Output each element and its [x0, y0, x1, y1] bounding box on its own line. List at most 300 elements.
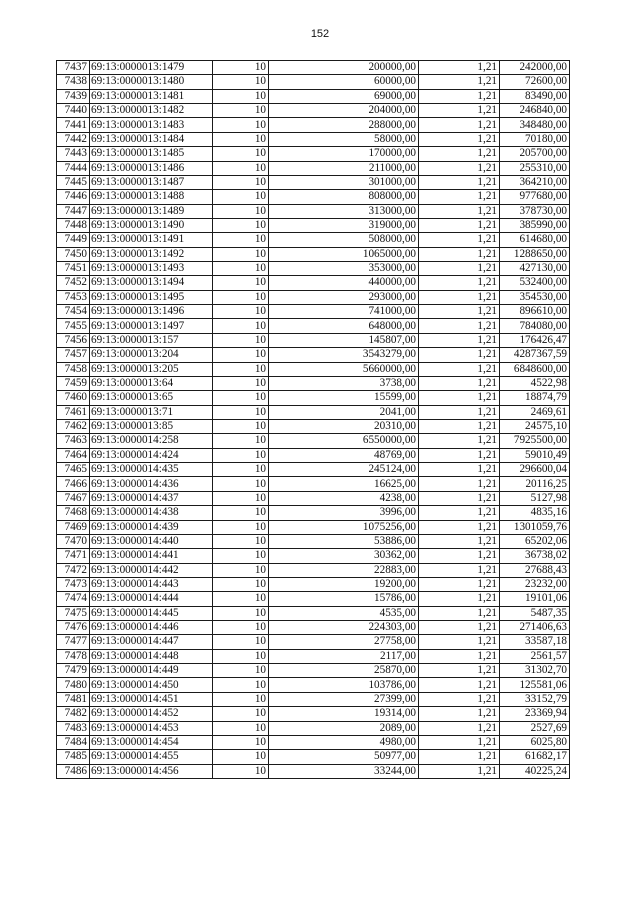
row-number-cell: 7441: [57, 118, 90, 132]
table-row: [57, 678, 570, 692]
cadastral-number-cell: 69:13:0000013:1495: [90, 290, 213, 304]
cost-cell: 20310,00: [269, 419, 419, 433]
coefficient-cell: 1,21: [419, 664, 500, 678]
coefficient-cell: 1,21: [419, 391, 500, 405]
table-row: [57, 75, 570, 89]
cadastral-number-cell: 69:13:0000014:435: [90, 463, 213, 477]
table-row: [57, 104, 570, 118]
table-row: [57, 649, 570, 663]
cost-cell: 3738,00: [269, 376, 419, 390]
total-cell: 977680,00: [500, 190, 570, 204]
table-row: [57, 592, 570, 606]
row-number-cell: 7461: [57, 405, 90, 419]
cadastral-number-cell: 69:13:0000013:1490: [90, 218, 213, 232]
row-number-cell: 7443: [57, 147, 90, 161]
coefficient-cell: 1,21: [419, 491, 500, 505]
total-cell: 33152,79: [500, 692, 570, 706]
coefficient-cell: 1,21: [419, 319, 500, 333]
coefficient-cell: 1,21: [419, 290, 500, 304]
total-cell: 614680,00: [500, 233, 570, 247]
cadastral-number-cell: 69:13:0000014:443: [90, 577, 213, 591]
coefficient-cell: 1,21: [419, 218, 500, 232]
table-row: [57, 262, 570, 276]
total-cell: 296600,04: [500, 463, 570, 477]
row-number-cell: 7485: [57, 750, 90, 764]
coefficient-cell: 1,21: [419, 621, 500, 635]
row-number-cell: 7460: [57, 391, 90, 405]
table-row: [57, 577, 570, 591]
table-row: [57, 419, 570, 433]
table-row: [57, 132, 570, 146]
quantity-cell: 10: [213, 549, 269, 563]
coefficient-cell: 1,21: [419, 419, 500, 433]
cadastral-number-cell: 69:13:0000014:442: [90, 563, 213, 577]
row-number-cell: 7439: [57, 89, 90, 103]
coefficient-cell: 1,21: [419, 190, 500, 204]
table-row: [57, 61, 570, 75]
row-number-cell: 7453: [57, 290, 90, 304]
cadastral-number-cell: 69:13:0000014:456: [90, 764, 213, 778]
row-number-cell: 7466: [57, 477, 90, 491]
quantity-cell: 10: [213, 419, 269, 433]
coefficient-cell: 1,21: [419, 305, 500, 319]
total-cell: 271406,63: [500, 621, 570, 635]
cadastral-number-cell: 69:13:0000013:65: [90, 391, 213, 405]
coefficient-cell: 1,21: [419, 463, 500, 477]
row-number-cell: 7476: [57, 621, 90, 635]
quantity-cell: 10: [213, 333, 269, 347]
row-number-cell: 7456: [57, 333, 90, 347]
coefficient-cell: 1,21: [419, 362, 500, 376]
cost-cell: 200000,00: [269, 61, 419, 75]
cadastral-number-cell: 69:13:0000013:205: [90, 362, 213, 376]
total-cell: 31302,70: [500, 664, 570, 678]
cost-cell: 301000,00: [269, 175, 419, 189]
table-row: [57, 247, 570, 261]
quantity-cell: 10: [213, 89, 269, 103]
total-cell: 6848600,00: [500, 362, 570, 376]
cost-cell: 440000,00: [269, 276, 419, 290]
quantity-cell: 10: [213, 175, 269, 189]
total-cell: 33587,18: [500, 635, 570, 649]
table-row: [57, 448, 570, 462]
quantity-cell: 10: [213, 750, 269, 764]
quantity-cell: 10: [213, 362, 269, 376]
total-cell: 72600,00: [500, 75, 570, 89]
quantity-cell: 10: [213, 161, 269, 175]
total-cell: 2561,57: [500, 649, 570, 663]
table-row: [57, 190, 570, 204]
cadastral-number-cell: 69:13:0000013:204: [90, 348, 213, 362]
coefficient-cell: 1,21: [419, 649, 500, 663]
coefficient-cell: 1,21: [419, 276, 500, 290]
table-row: [57, 664, 570, 678]
quantity-cell: 10: [213, 563, 269, 577]
coefficient-cell: 1,21: [419, 434, 500, 448]
quantity-cell: 10: [213, 635, 269, 649]
quantity-cell: 10: [213, 376, 269, 390]
cost-cell: 19314,00: [269, 707, 419, 721]
quantity-cell: 10: [213, 506, 269, 520]
total-cell: 2469,61: [500, 405, 570, 419]
row-number-cell: 7464: [57, 448, 90, 462]
cadastral-number-cell: 69:13:0000013:1486: [90, 161, 213, 175]
cadastral-number-cell: 69:13:0000014:441: [90, 549, 213, 563]
table-row: [57, 405, 570, 419]
cost-cell: 293000,00: [269, 290, 419, 304]
cadastral-number-cell: 69:13:0000014:258: [90, 434, 213, 448]
cost-cell: 2041,00: [269, 405, 419, 419]
cadastral-number-cell: 69:13:0000014:454: [90, 735, 213, 749]
cost-cell: 3543279,00: [269, 348, 419, 362]
cost-cell: 16625,00: [269, 477, 419, 491]
cadastral-number-cell: 69:13:0000014:446: [90, 621, 213, 635]
cadastral-number-cell: 69:13:0000013:1489: [90, 204, 213, 218]
table-row: [57, 434, 570, 448]
cadastral-number-cell: 69:13:0000014:453: [90, 721, 213, 735]
quantity-cell: 10: [213, 405, 269, 419]
row-number-cell: 7475: [57, 606, 90, 620]
cadastral-number-cell: 69:13:0000013:1483: [90, 118, 213, 132]
table-row: [57, 362, 570, 376]
total-cell: 784080,00: [500, 319, 570, 333]
cost-cell: 30362,00: [269, 549, 419, 563]
quantity-cell: 10: [213, 276, 269, 290]
quantity-cell: 10: [213, 348, 269, 362]
cost-cell: 288000,00: [269, 118, 419, 132]
cadastral-number-cell: 69:13:0000013:1497: [90, 319, 213, 333]
cost-cell: 27758,00: [269, 635, 419, 649]
table-row: [57, 549, 570, 563]
cost-cell: 170000,00: [269, 147, 419, 161]
cadastral-number-cell: 69:13:0000014:438: [90, 506, 213, 520]
cost-cell: 27399,00: [269, 692, 419, 706]
cadastral-number-cell: 69:13:0000013:85: [90, 419, 213, 433]
cost-cell: 145807,00: [269, 333, 419, 347]
coefficient-cell: 1,21: [419, 333, 500, 347]
cost-cell: 1075256,00: [269, 520, 419, 534]
quantity-cell: 10: [213, 305, 269, 319]
coefficient-cell: 1,21: [419, 247, 500, 261]
cost-cell: 2117,00: [269, 649, 419, 663]
total-cell: 4835,16: [500, 506, 570, 520]
coefficient-cell: 1,21: [419, 635, 500, 649]
row-number-cell: 7474: [57, 592, 90, 606]
cost-cell: 808000,00: [269, 190, 419, 204]
row-number-cell: 7446: [57, 190, 90, 204]
row-number-cell: 7484: [57, 735, 90, 749]
cost-cell: 15599,00: [269, 391, 419, 405]
quantity-cell: 10: [213, 319, 269, 333]
total-cell: 65202,06: [500, 534, 570, 548]
row-number-cell: 7450: [57, 247, 90, 261]
coefficient-cell: 1,21: [419, 735, 500, 749]
cost-cell: 319000,00: [269, 218, 419, 232]
cadastral-number-cell: 69:13:0000013:1488: [90, 190, 213, 204]
coefficient-cell: 1,21: [419, 118, 500, 132]
total-cell: 255310,00: [500, 161, 570, 175]
total-cell: 1301059,76: [500, 520, 570, 534]
cost-cell: 313000,00: [269, 204, 419, 218]
total-cell: 348480,00: [500, 118, 570, 132]
total-cell: 7925500,00: [500, 434, 570, 448]
table-row: [57, 606, 570, 620]
row-number-cell: 7447: [57, 204, 90, 218]
cost-cell: 741000,00: [269, 305, 419, 319]
cadastral-number-cell: 69:13:0000014:448: [90, 649, 213, 663]
cost-cell: 648000,00: [269, 319, 419, 333]
cadastral-number-cell: 69:13:0000014:451: [90, 692, 213, 706]
row-number-cell: 7486: [57, 764, 90, 778]
quantity-cell: 10: [213, 190, 269, 204]
cadastral-number-cell: 69:13:0000013:1487: [90, 175, 213, 189]
table-row: [57, 290, 570, 304]
total-cell: 427130,00: [500, 262, 570, 276]
cadastral-number-cell: 69:13:0000014:449: [90, 664, 213, 678]
row-number-cell: 7483: [57, 721, 90, 735]
cadastral-number-cell: 69:13:0000013:1482: [90, 104, 213, 118]
total-cell: 20116,25: [500, 477, 570, 491]
row-number-cell: 7482: [57, 707, 90, 721]
coefficient-cell: 1,21: [419, 563, 500, 577]
total-cell: 176426,47: [500, 333, 570, 347]
cadastral-number-cell: 69:13:0000014:424: [90, 448, 213, 462]
coefficient-cell: 1,21: [419, 75, 500, 89]
cost-cell: 4535,00: [269, 606, 419, 620]
cost-cell: 15786,00: [269, 592, 419, 606]
coefficient-cell: 1,21: [419, 606, 500, 620]
coefficient-cell: 1,21: [419, 477, 500, 491]
total-cell: 385990,00: [500, 218, 570, 232]
total-cell: 364210,00: [500, 175, 570, 189]
cadastral-number-cell: 69:13:0000013:157: [90, 333, 213, 347]
quantity-cell: 10: [213, 233, 269, 247]
cadastral-number-cell: 69:13:0000013:1492: [90, 247, 213, 261]
cost-cell: 2089,00: [269, 721, 419, 735]
cadastral-number-cell: 69:13:0000013:1485: [90, 147, 213, 161]
row-number-cell: 7479: [57, 664, 90, 678]
cost-cell: 508000,00: [269, 233, 419, 247]
total-cell: 246840,00: [500, 104, 570, 118]
cadastral-number-cell: 69:13:0000013:1479: [90, 61, 213, 75]
cost-cell: 69000,00: [269, 89, 419, 103]
coefficient-cell: 1,21: [419, 750, 500, 764]
quantity-cell: 10: [213, 132, 269, 146]
quantity-cell: 10: [213, 577, 269, 591]
total-cell: 23369,94: [500, 707, 570, 721]
coefficient-cell: 1,21: [419, 592, 500, 606]
row-number-cell: 7477: [57, 635, 90, 649]
table-row: [57, 233, 570, 247]
coefficient-cell: 1,21: [419, 104, 500, 118]
table-row: [57, 563, 570, 577]
cadastral-number-cell: 69:13:0000013:1481: [90, 89, 213, 103]
coefficient-cell: 1,21: [419, 175, 500, 189]
table-row: [57, 305, 570, 319]
coefficient-cell: 1,21: [419, 61, 500, 75]
cost-cell: 1065000,00: [269, 247, 419, 261]
total-cell: 532400,00: [500, 276, 570, 290]
total-cell: 5127,98: [500, 491, 570, 505]
table-row: [57, 118, 570, 132]
quantity-cell: 10: [213, 520, 269, 534]
coefficient-cell: 1,21: [419, 233, 500, 247]
quantity-cell: 10: [213, 606, 269, 620]
table-row: [57, 692, 570, 706]
coefficient-cell: 1,21: [419, 262, 500, 276]
row-number-cell: 7463: [57, 434, 90, 448]
row-number-cell: 7480: [57, 678, 90, 692]
row-number-cell: 7468: [57, 506, 90, 520]
total-cell: 125581,06: [500, 678, 570, 692]
cost-cell: 25870,00: [269, 664, 419, 678]
coefficient-cell: 1,21: [419, 89, 500, 103]
row-number-cell: 7457: [57, 348, 90, 362]
row-number-cell: 7478: [57, 649, 90, 663]
cost-cell: 22883,00: [269, 563, 419, 577]
cost-cell: 58000,00: [269, 132, 419, 146]
row-number-cell: 7473: [57, 577, 90, 591]
row-number-cell: 7451: [57, 262, 90, 276]
table-row: [57, 520, 570, 534]
table-row: [57, 175, 570, 189]
total-cell: 4522,98: [500, 376, 570, 390]
quantity-cell: 10: [213, 247, 269, 261]
table-row: [57, 376, 570, 390]
total-cell: 5487,35: [500, 606, 570, 620]
cost-cell: 4980,00: [269, 735, 419, 749]
table-row: [57, 635, 570, 649]
coefficient-cell: 1,21: [419, 405, 500, 419]
row-number-cell: 7449: [57, 233, 90, 247]
coefficient-cell: 1,21: [419, 376, 500, 390]
cost-cell: 4238,00: [269, 491, 419, 505]
cost-cell: 60000,00: [269, 75, 419, 89]
quantity-cell: 10: [213, 118, 269, 132]
total-cell: 70180,00: [500, 132, 570, 146]
cost-cell: 5660000,00: [269, 362, 419, 376]
total-cell: 83490,00: [500, 89, 570, 103]
quantity-cell: 10: [213, 707, 269, 721]
quantity-cell: 10: [213, 434, 269, 448]
coefficient-cell: 1,21: [419, 534, 500, 548]
cost-cell: 3996,00: [269, 506, 419, 520]
coefficient-cell: 1,21: [419, 520, 500, 534]
row-number-cell: 7438: [57, 75, 90, 89]
table-row: [57, 89, 570, 103]
row-number-cell: 7455: [57, 319, 90, 333]
quantity-cell: 10: [213, 61, 269, 75]
cost-cell: 19200,00: [269, 577, 419, 591]
table-row: [57, 506, 570, 520]
table-row: [57, 721, 570, 735]
row-number-cell: 7458: [57, 362, 90, 376]
row-number-cell: 7481: [57, 692, 90, 706]
table-row: [57, 161, 570, 175]
coefficient-cell: 1,21: [419, 348, 500, 362]
quantity-cell: 10: [213, 290, 269, 304]
coefficient-cell: 1,21: [419, 549, 500, 563]
row-number-cell: 7471: [57, 549, 90, 563]
table-row: [57, 348, 570, 362]
total-cell: 378730,00: [500, 204, 570, 218]
row-number-cell: 7448: [57, 218, 90, 232]
quantity-cell: 10: [213, 218, 269, 232]
cadastral-number-cell: 69:13:0000014:445: [90, 606, 213, 620]
quantity-cell: 10: [213, 664, 269, 678]
row-number-cell: 7440: [57, 104, 90, 118]
table-row: [57, 477, 570, 491]
total-cell: 18874,79: [500, 391, 570, 405]
table-row: [57, 218, 570, 232]
total-cell: 242000,00: [500, 61, 570, 75]
row-number-cell: 7437: [57, 61, 90, 75]
cadastral-number-cell: 69:13:0000014:455: [90, 750, 213, 764]
row-number-cell: 7472: [57, 563, 90, 577]
coefficient-cell: 1,21: [419, 764, 500, 778]
cost-cell: 48769,00: [269, 448, 419, 462]
total-cell: 896610,00: [500, 305, 570, 319]
cadastral-number-cell: 69:13:0000014:452: [90, 707, 213, 721]
quantity-cell: 10: [213, 621, 269, 635]
total-cell: 1288650,00: [500, 247, 570, 261]
cadastral-number-cell: 69:13:0000013:1484: [90, 132, 213, 146]
quantity-cell: 10: [213, 735, 269, 749]
total-cell: 19101,06: [500, 592, 570, 606]
coefficient-cell: 1,21: [419, 577, 500, 591]
cost-cell: 204000,00: [269, 104, 419, 118]
cadastral-number-cell: 69:13:0000014:436: [90, 477, 213, 491]
coefficient-cell: 1,21: [419, 448, 500, 462]
page-number: 152: [310, 28, 330, 40]
table-row: [57, 319, 570, 333]
cadastral-number-cell: 69:13:0000014:439: [90, 520, 213, 534]
total-cell: 6025,80: [500, 735, 570, 749]
row-number-cell: 7469: [57, 520, 90, 534]
quantity-cell: 10: [213, 75, 269, 89]
total-cell: 40225,24: [500, 764, 570, 778]
quantity-cell: 10: [213, 147, 269, 161]
total-cell: 4287367,59: [500, 348, 570, 362]
quantity-cell: 10: [213, 262, 269, 276]
coefficient-cell: 1,21: [419, 707, 500, 721]
row-number-cell: 7467: [57, 491, 90, 505]
quantity-cell: 10: [213, 477, 269, 491]
coefficient-cell: 1,21: [419, 204, 500, 218]
row-number-cell: 7459: [57, 376, 90, 390]
coefficient-cell: 1,21: [419, 147, 500, 161]
cadastral-number-cell: 69:13:0000014:437: [90, 491, 213, 505]
registry-table-body: [57, 61, 570, 779]
table-row: [57, 621, 570, 635]
table-row: [57, 391, 570, 405]
cadastral-number-cell: 69:13:0000014:447: [90, 635, 213, 649]
cadastral-number-cell: 69:13:0000013:71: [90, 405, 213, 419]
quantity-cell: 10: [213, 592, 269, 606]
total-cell: 59010,49: [500, 448, 570, 462]
cadastral-number-cell: 69:13:0000013:1496: [90, 305, 213, 319]
row-number-cell: 7454: [57, 305, 90, 319]
row-number-cell: 7445: [57, 175, 90, 189]
table-row: [57, 750, 570, 764]
cost-cell: 53886,00: [269, 534, 419, 548]
row-number-cell: 7444: [57, 161, 90, 175]
cadastral-number-cell: 69:13:0000013:1493: [90, 262, 213, 276]
cadastral-number-cell: 69:13:0000013:64: [90, 376, 213, 390]
row-number-cell: 7452: [57, 276, 90, 290]
quantity-cell: 10: [213, 491, 269, 505]
cost-cell: 211000,00: [269, 161, 419, 175]
